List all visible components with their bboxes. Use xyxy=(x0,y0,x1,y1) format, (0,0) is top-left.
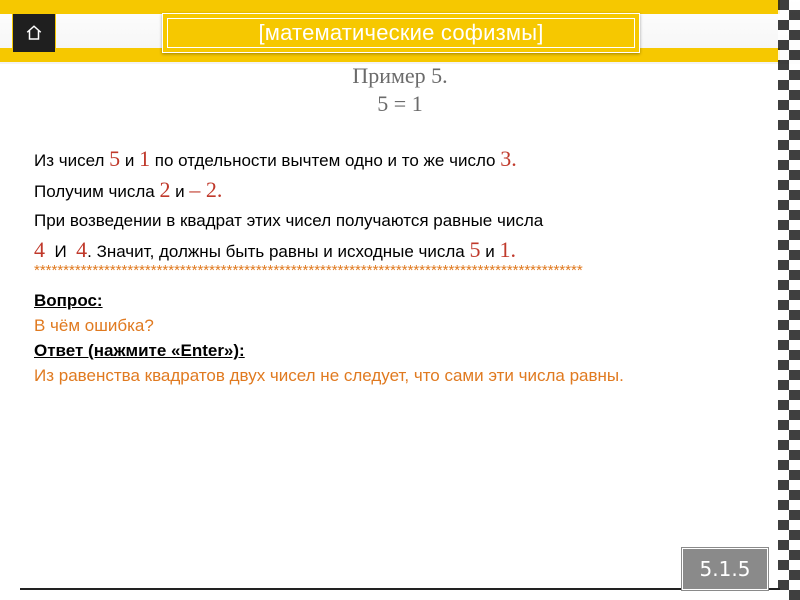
number: 5 xyxy=(469,237,481,262)
example-title: Пример 5. xyxy=(352,63,448,88)
number: 3 xyxy=(500,146,512,171)
question-answer xyxy=(34,288,759,388)
home-icon xyxy=(25,24,43,42)
problem-line-2: Получим числа 2 и – 2. xyxy=(34,177,223,202)
number: 2 xyxy=(159,177,171,202)
number: 4 xyxy=(34,237,45,262)
answer-text: Из равенства квадратов двух чисел не следует, что сами эти числа равны. xyxy=(34,366,624,385)
problem-line-1: Из чисел 5 и 1 по отдельности вычтем одно и то же число 3. xyxy=(34,146,517,171)
example-heading xyxy=(0,62,800,118)
number: 4 xyxy=(76,237,88,262)
problem-text xyxy=(34,144,759,266)
number: 5 xyxy=(109,146,121,171)
problem-line-4: 4 И 4. Значит, должны быть равны и исходные числа 5 и 1. xyxy=(34,237,516,262)
slide-title: [математические софизмы] xyxy=(258,20,544,45)
problem-line-3: При возведении в квадрат этих чисел получаются равные числа xyxy=(34,211,544,230)
answer-label[interactable]: Ответ (нажмите «Enter»): xyxy=(34,341,245,360)
number: – 2 xyxy=(189,177,217,202)
home-button[interactable] xyxy=(12,13,56,53)
separator: ********************************************************************************************** xyxy=(34,262,583,279)
header-stripe-top xyxy=(0,0,780,14)
slide-title-box xyxy=(162,13,640,53)
number: 1 xyxy=(139,146,151,171)
footer-divider xyxy=(20,588,780,590)
example-equation: 5 = 1 xyxy=(377,91,423,116)
number: 1 xyxy=(499,237,511,262)
question-text: В чём ошибка? xyxy=(34,316,154,335)
question-label: Вопрос: xyxy=(34,291,103,310)
slide-number-badge: 5.1.5 xyxy=(682,548,768,590)
